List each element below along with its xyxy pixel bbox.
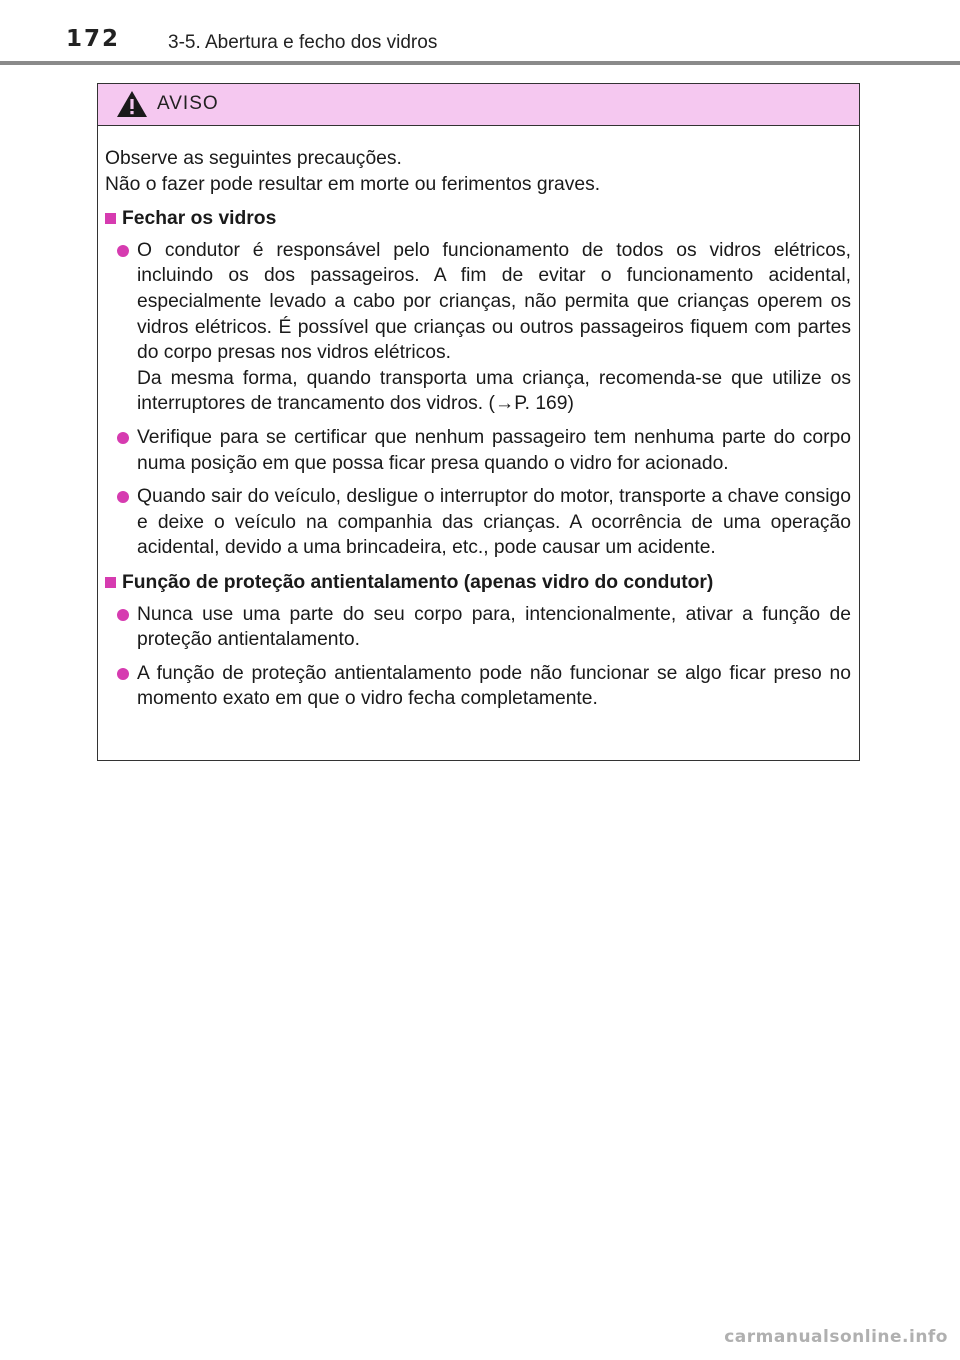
paragraph: Nunca use uma parte do seu corpo para, intencionalmente, ativar a função de proteção antientalamento. — [137, 603, 851, 651]
page-header — [0, 0, 960, 66]
list-item-text — [137, 425, 851, 476]
paragraph: Verifique para se certificar que nenhum passageiro tem nenhuma parte do corpo numa posição em que possa ficar presa quando o vidro for acionado. — [137, 426, 851, 474]
warning-triangle-icon — [116, 90, 148, 118]
list-item — [105, 484, 851, 561]
list-item — [105, 661, 851, 712]
warning-box — [97, 83, 860, 761]
paragraph: A função de proteção antientalamento pode não funcionar se algo ficar preso no momento exato em que o vidro fecha completamente. — [137, 662, 851, 710]
watermark: carmanualsonline.info — [724, 1327, 948, 1347]
warning-intro — [105, 146, 851, 197]
section-title: 3-5. Abertura e fecho dos vidros — [168, 32, 438, 53]
section-anti-pinch — [105, 570, 851, 712]
warning-header — [98, 84, 859, 126]
square-bullet-icon — [105, 213, 116, 224]
intro-line: Observe as seguintes precauções. — [105, 148, 402, 169]
section-heading — [105, 570, 851, 596]
paragraph: Da mesma forma, quando transporta uma criança, recomenda-se que utilize os interruptores de trancamento dos vidros. (→P. 169) — [137, 367, 851, 415]
header-divider — [0, 61, 960, 65]
section-heading-text: Função de proteção antientalamento (apenas vidro do condutor) — [122, 571, 714, 593]
list-item-text — [137, 602, 851, 653]
dot-bullet-icon — [117, 609, 129, 621]
list-item — [105, 602, 851, 653]
square-bullet-icon — [105, 577, 116, 588]
list-item-text — [137, 661, 851, 712]
dot-bullet-icon — [117, 245, 129, 257]
list-item-text — [137, 484, 851, 561]
section-closing-windows — [105, 206, 851, 561]
list-item — [105, 425, 851, 476]
dot-bullet-icon — [117, 668, 129, 680]
section-heading-text: Fechar os vidros — [122, 208, 277, 230]
paragraph: O condutor é responsável pelo funcionamento de todos os vidros elétricos, incluindo os dos passageiros. A fim de evitar o funcionamento acidental, especialmente levado a cabo por crianças, não permita que crianças operem os vidros elétricos. É possível que crianças ou outros passageiros fiquem com partes do corpo presas nos vidros elétricos. — [137, 239, 851, 364]
section-heading — [105, 206, 851, 232]
page-number: 172 — [66, 26, 121, 52]
paragraph: Quando sair do veículo, desligue o interruptor do motor, transporte a chave consigo e deixe o veículo na companhia das crianças. A ocorrência de uma operação acidental, devido a uma brincadeira, etc., pode causar um acidente. — [137, 486, 851, 559]
warning-label: AVISO — [157, 93, 219, 114]
list-item — [105, 238, 851, 417]
warning-body — [98, 126, 859, 712]
dot-bullet-icon — [117, 432, 129, 444]
intro-line: Não o fazer pode resultar em morte ou ferimentos graves. — [105, 173, 601, 195]
dot-bullet-icon — [117, 491, 129, 503]
list-item-text — [137, 238, 851, 417]
